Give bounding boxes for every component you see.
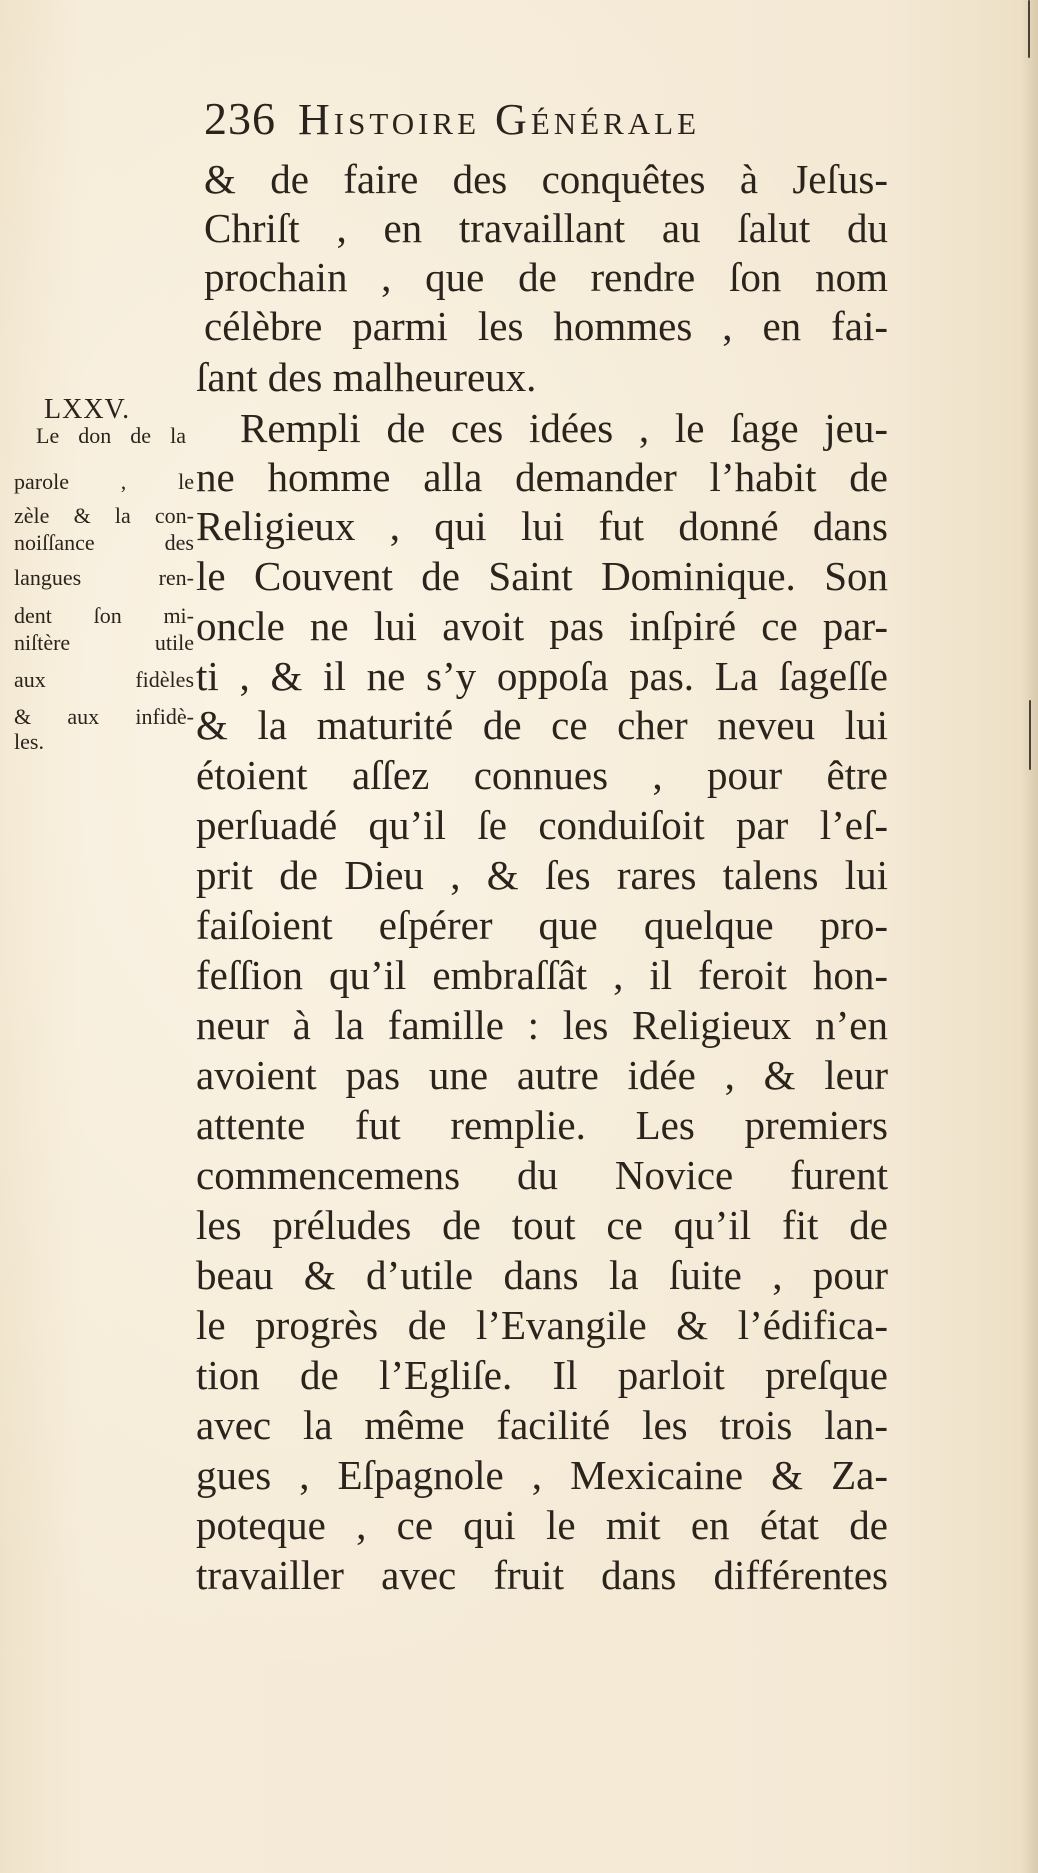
text-line: beau & d’utile dans la ſuite , pour (196, 1252, 888, 1298)
page-number: 236 (204, 93, 276, 144)
text-line: prit de Dieu , & ſes rares talens lui (196, 852, 888, 898)
margin-note-line: noiſſance des (14, 530, 194, 555)
text-line: le Couvent de Saint Dominique. Son (196, 553, 888, 599)
margin-note-line: Le don de la (36, 423, 186, 448)
text-line: étoient aſſez connues , pour être (196, 752, 888, 798)
text-line: faiſoient eſpérer que quelque pro- (196, 902, 888, 948)
text-line: célèbre parmi les hommes , en fai- (204, 303, 888, 349)
margin-note-line: langues ren- (14, 565, 194, 590)
text-line: perſuadé qu’il ſe conduiſoit par l’eſ- (196, 802, 888, 848)
section-number: LXXV. (44, 394, 131, 425)
text-line: & de faire des conquêtes à Jeſus- (204, 156, 888, 202)
text-line: les préludes de tout ce qu’il fit de (196, 1202, 888, 1248)
text-line: commencemens du Novice furent (196, 1152, 888, 1198)
margin-note-line: dent ſon mi- (14, 603, 194, 628)
text-line: attente fut remplie. Les premiers (196, 1102, 888, 1148)
text-line: gues , Eſpagnole , Mexicaine & Za- (196, 1452, 888, 1498)
text-line: Religieux , qui lui fut donné dans (196, 503, 888, 549)
text-line: ſant des malheureux. (196, 354, 537, 400)
margin-note-line: zèle & la con- (14, 503, 194, 528)
running-title: Histoire Générale (298, 95, 701, 144)
page-header (204, 92, 844, 152)
margin-note-line: les. (14, 729, 44, 754)
text-line: avec la même facilité les trois lan- (196, 1402, 888, 1448)
text-line: & la maturité de ce cher neveu lui (196, 702, 888, 748)
margin-note-line: & aux infidè- (14, 704, 194, 729)
margin-note-line: parole , le (14, 469, 194, 494)
text-line: prochain , que de rendre ſon nom (204, 254, 888, 300)
page-edge-shadow (1020, 0, 1038, 1873)
edge-mark (1029, 700, 1031, 770)
text-line: ne homme alla demander l’habit de (196, 454, 888, 500)
text-line: Chriſt , en travaillant au ſalut du (204, 205, 888, 251)
text-line: Rempli de ces idées , le ſage jeu- (240, 405, 888, 451)
text-line: tion de l’Egliſe. Il parloit preſque (196, 1352, 888, 1398)
text-line: avoient pas une autre idée , & leur (196, 1052, 888, 1098)
margin-note-line: aux fidèles (14, 667, 194, 692)
text-line: travailler avec fruit dans différentes (196, 1552, 888, 1598)
edge-mark (1028, 0, 1030, 58)
text-line: ti , & il ne s’y oppoſa pas. La ſageſſe (196, 653, 888, 699)
text-line: poteque , ce qui le mit en état de (196, 1502, 888, 1548)
text-line: feſſion qu’il embraſſât , il feroit hon- (196, 952, 888, 998)
text-line: oncle ne lui avoit pas inſpiré ce par- (196, 603, 888, 649)
text-line: le progrès de l’Evangile & l’édifica- (196, 1302, 888, 1348)
text-line: neur à la famille : les Religieux n’en (196, 1002, 888, 1048)
margin-note-line: niſtère utile (14, 630, 194, 655)
